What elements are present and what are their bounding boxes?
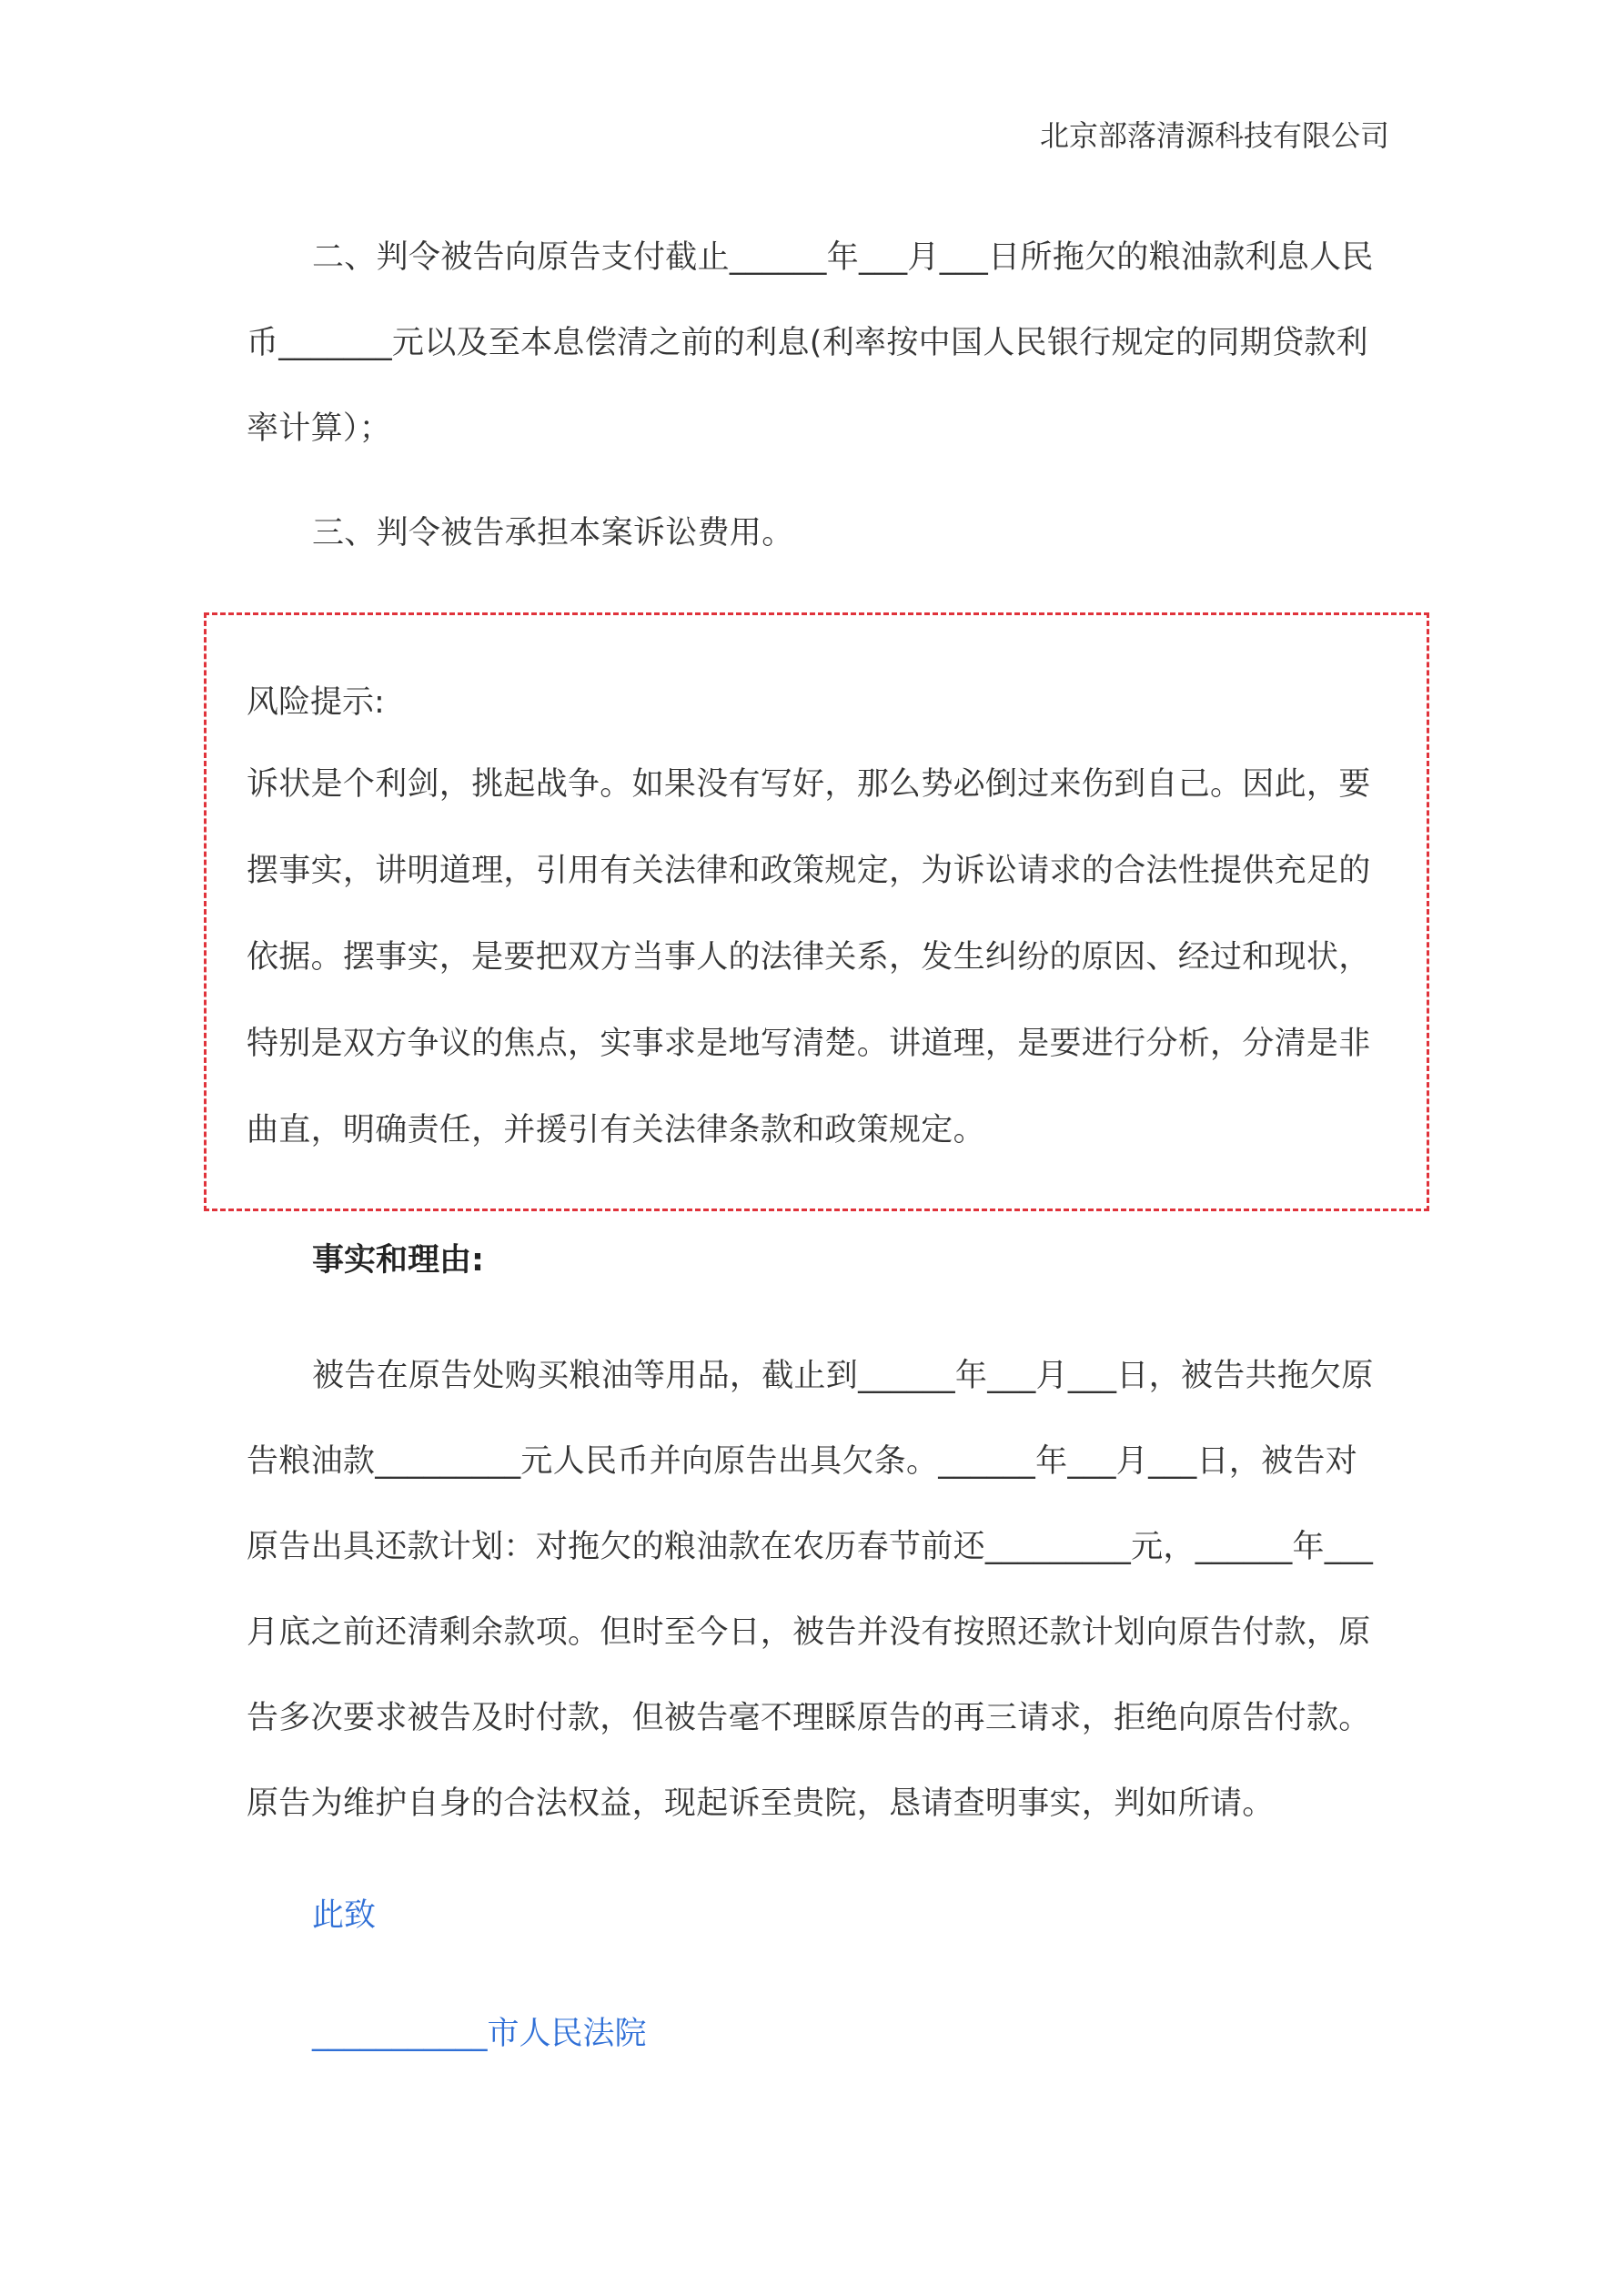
closing-court: ___________市人民法院 <box>312 2016 647 2052</box>
closing-greeting: 此致 <box>312 1897 377 1934</box>
facts-body: 被告在原告处购买粮油等用品，截止到______年___月___日，被告共拖欠原告粮油款_________元人民币并向原告出具欠条。______年___月___日，被告对原告出具还款计划：对拖欠的粮油款在农历春节前还_________元，______年___月底之前还清剩余款项。但时至今日，被告并没有按照还款计划向原告付款，原告多次要求被告及时付款，但被告毫不理睬原告的再三请求，拒绝向原告付款。原告为维护自身的合法权益，现起诉至贵院，恳请查明事实，判如所请。 <box>247 1358 1374 1822</box>
claim-item-3: 三、判令被告承担本案诉讼费用。 <box>312 515 794 551</box>
claim-item-2: 二、判令被告向原告支付截止______年___月___日所拖欠的粮油款利息人民币_______元以及至本息偿清之前的利息(利率按中国人民银行规定的同期贷款利率计算）； <box>247 239 1374 447</box>
risk-notice-title: 风险提示: <box>247 684 385 721</box>
company-header: 北京部落清源科技有限公司 <box>1039 118 1389 153</box>
facts-section-title: 事实和理由: <box>312 1242 484 1279</box>
risk-notice-body: 诉状是个利剑，挑起战争。如果没有写好，那么势必倒过来伤到自己。因此，要摆事实，讲明道理，引用有关法律和政策规定，为诉讼请求的合法性提供充足的依据。摆事实，是要把双方当事人的法律关系，发生纠纷的原因、经过和现状，特别是双方争议的焦点，实事求是地写清楚。讲道理，是要进行分析，分清是非曲直，明确责任，并援引有关法律条款和政策规定。 <box>247 766 1371 1148</box>
